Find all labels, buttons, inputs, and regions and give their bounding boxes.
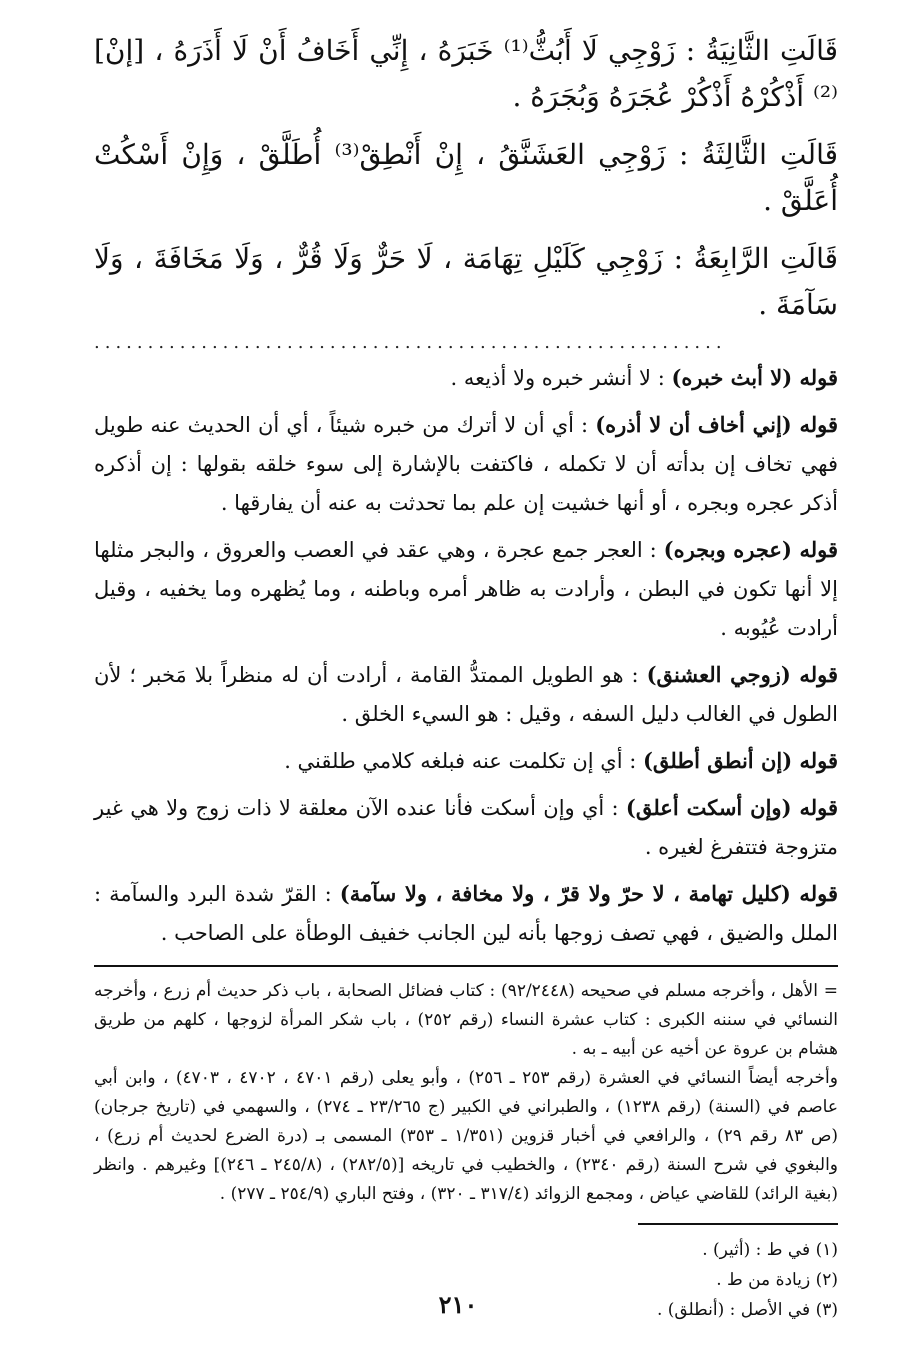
explanation-lemma: قوله (وإن أسكت أعلق) <box>625 795 838 820</box>
explanation-text: : القرّ شدة البرد والسآمة : الملل والضيق ، فهي تصف زوجها بأنه لين الجانب خفيف الوطأة على الصاحب . <box>94 882 838 945</box>
explanation-paragraph <box>94 741 838 781</box>
footnote-divider-short <box>638 1223 838 1225</box>
explanation-paragraph <box>94 358 838 398</box>
explanation-lemma: قوله (عجره وبجره) <box>663 537 838 562</box>
footnote: (٣) في الأصل : (أنطلق) . <box>656 1300 838 1320</box>
reference-paragraph: وأخرجه أيضاً النسائي في العشرة (رقم ٢٥٣ ـ ٢٥٦) ، وأبو يعلى (رقم ٤٧٠١ ، ٤٧٠٢ ، ٤٧٠٣) ، وابن أبي عاصم في (السنة) (رقم ١٢٣٨) ، والطبراني في الكبير (ج ٢٣/٢٦٥ ـ ٢٧٤) ، والسهمي في (تاريخ جرجان) (ص ٨٣ رقم ٢٩) ، والرافعي في أخبار قزوين (١/٣٥١ ـ ٣٥٣) المسمى بـ (درة الضرع لحديث أم زرع) ، والبغوي في شرح السنة (رقم ٢٣٤٠) ، والخطيب في تاريخه [(٢٨٢/٥) ، (٢٤٥/٨ ـ ٢٤٦)] وغيرهم . وانظر (بغية الرائد) للقاضي عياض ، ومجمع الزوائد (٣١٧/٤ ـ ٣٢٠) ، وفتح الباري (٢٥٤/٩ ـ ٢٧٧) . <box>94 1068 839 1204</box>
explanation-paragraph <box>94 874 838 953</box>
verse-line: قَالَتِ الثَّانِيَةُ : زَوْجِي لَا أَبُثُّ⁽¹⁾ خَبَرَهُ ، إِنِّي أَخَافُ أَنْ لَا أَذَرَهُ ، [إنْ]⁽²⁾ أَذْكُرْهُ أَذْكُرْ عُجَرَهُ وَبُجَرَهُ . <box>94 34 838 113</box>
explanation-text: : أي أن لا أترك من خبره شيئاً ، أي أن الحديث عنه طويل فهي تخاف إن بدأته أن لا تكمله ، فاكتفت بالإشارة إلى سوء خلقه بقولها : إن أذكره أذكر عجره وبجره ، أو أنها خشيت إن علم بما تحدثت به عنه أن يفارقها . <box>94 413 838 515</box>
explanation-text: : لا أنشر خبره ولا أذيعه . <box>450 366 672 390</box>
footnote-divider <box>94 965 838 967</box>
page-number: ٢١٠ <box>438 1290 478 1319</box>
dotted-separator: ........................................................... <box>94 336 727 352</box>
reference-paragraph: = الأهل ، وأخرجه مسلم في صحيحه (٩٢/٢٤٤٨) : كتاب فضائل الصحابة ، باب ذكر حديث أم زرع ، وأخرجه النسائي في سننه الكبرى : كتاب عشرة النساء (رقم ٢٥٢) ، باب شكر المرأة لزوجها ، كلهم من طريق هشام بن عروة عن أخيه عن أبيه ـ به . <box>94 981 838 1059</box>
explanation-paragraph <box>94 788 838 867</box>
explanation-text: : العجر جمع عجرة ، وهي عقد في العصب والعروق ، والبجر مثلها إلا أنها تكون في البطن ، وأرادت به ظاهر أمره وباطنه ، وما يُظهره وما يخفيه ، وقيل أرادت عُيُوبه . <box>94 538 838 640</box>
footnote: (١) في ط : (أثير) . <box>702 1240 838 1260</box>
commentary <box>94 358 838 953</box>
verse-line: قَالَتِ الرَّابِعَةُ : زَوْجِي كَلَيْلِ تِهَامَة ، لَا حَرٌّ وَلَا قُرٌّ ، وَلَا مَخَافَةَ ، وَلَا سَآمَةَ . <box>94 242 838 321</box>
explanation-lemma: قوله (كليل تهامة ، لا حرّ ولا قرّ ، ولا مخافة ، ولا سآمة) <box>339 881 838 906</box>
explanation-lemma: قوله (زوجي العشنق) <box>646 662 838 687</box>
footnote: (٢) زيادة من ط . <box>716 1270 838 1290</box>
verse-line: قَالَتِ الثَّالِثَةُ : زَوْجِي العَشَنَّقُ ، إِنْ أَنْطِقْ⁽³⁾ أُطَلَّقْ ، وَإِنْ أَسْكُتْ أُعَلَّقْ . <box>94 138 838 217</box>
explanation-text: : أي وإن أسكت فأنا عنده الآن معلقة لا ذات زوج ولا هي غير متزوجة فتتفرغ لغيره . <box>94 796 838 859</box>
references-block <box>94 977 838 1209</box>
explanation-text: : أي إن تكلمت عنه فبلغه كلامي طلقني . <box>284 749 643 773</box>
explanation-paragraph <box>94 405 838 523</box>
explanation-paragraph <box>94 655 838 734</box>
explanation-text: : هو الطويل الممتدُّ القامة ، أرادت أن له منظراً بلا مَخبر ؛ لأن الطول في الغالب دليل السفه ، وقيل : هو السيء الخلق . <box>94 663 838 726</box>
explanation-lemma: قوله (لا أبث خبره) <box>671 365 838 390</box>
explanation-paragraph <box>94 530 838 648</box>
explanation-lemma: قوله (إن أنطق أطلق) <box>642 748 838 773</box>
explanation-lemma: قوله (إني أخاف أن لا أذره) <box>595 412 838 437</box>
hadith-text <box>94 28 838 328</box>
